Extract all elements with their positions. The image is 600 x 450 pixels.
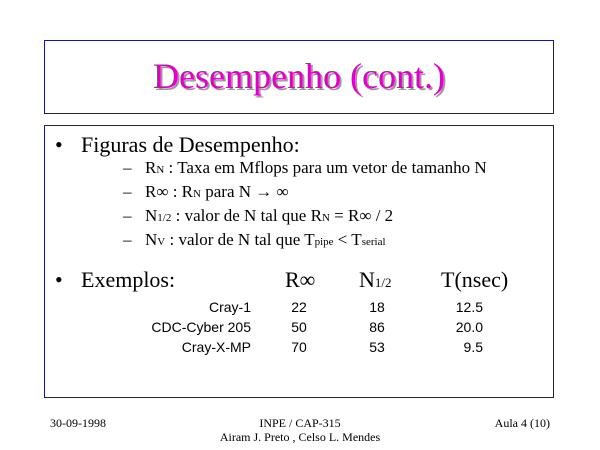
header-nhalf: N1/2 [359, 267, 392, 292]
footer-authors: Airam J. Preto , Celso L. Mendes [219, 430, 381, 444]
row-r: 50 [291, 319, 307, 335]
bullet-dot: • [55, 132, 63, 157]
footer-date: 30-09-1998 [50, 416, 106, 430]
header-tnsec: T(nsec) [441, 267, 509, 292]
bullet-exemplos-text: Exemplos: [81, 267, 176, 292]
row-n: 18 [369, 299, 385, 315]
row-t: 20.0 [455, 319, 483, 335]
content-box: • Figuras de Desempenho: – RN : Taxa em Mflops para um vetor de tamanho N – R∞ : RN para N → ∞ – N1/2 : valor de N tal que RN = R∞ / 2 – NV : valor de N tal que Tpipe < Tserial • Exemplos: R∞ N1/2 T(nsec) Cray-1 22 18 12.5 CDC-Cyber 205 50 86 20.0 Cray-X-MP 70 53 9.5 [44, 125, 554, 398]
row-t: 12.5 [455, 299, 483, 315]
row-r: 70 [291, 339, 307, 355]
row-t: 9.5 [463, 339, 483, 355]
row-name: Cray-X-MP [181, 339, 251, 355]
row-name: CDC-Cyber 205 [151, 319, 251, 335]
title-box [44, 40, 554, 114]
footer-page: Aula 4 (10) [494, 416, 550, 430]
bullet-dot: • [55, 267, 63, 292]
header-rinf: R∞ [285, 267, 316, 292]
row-r: 22 [291, 299, 307, 315]
row-name: Cray-1 [208, 299, 251, 315]
footer-course: INPE / CAP-315 [259, 416, 341, 430]
row-n: 86 [369, 319, 385, 335]
bullet-figuras-text: Figuras de Desempenho: [81, 132, 300, 157]
row-n: 53 [369, 339, 385, 355]
slide-title: Desempenho (cont.) [153, 56, 445, 96]
